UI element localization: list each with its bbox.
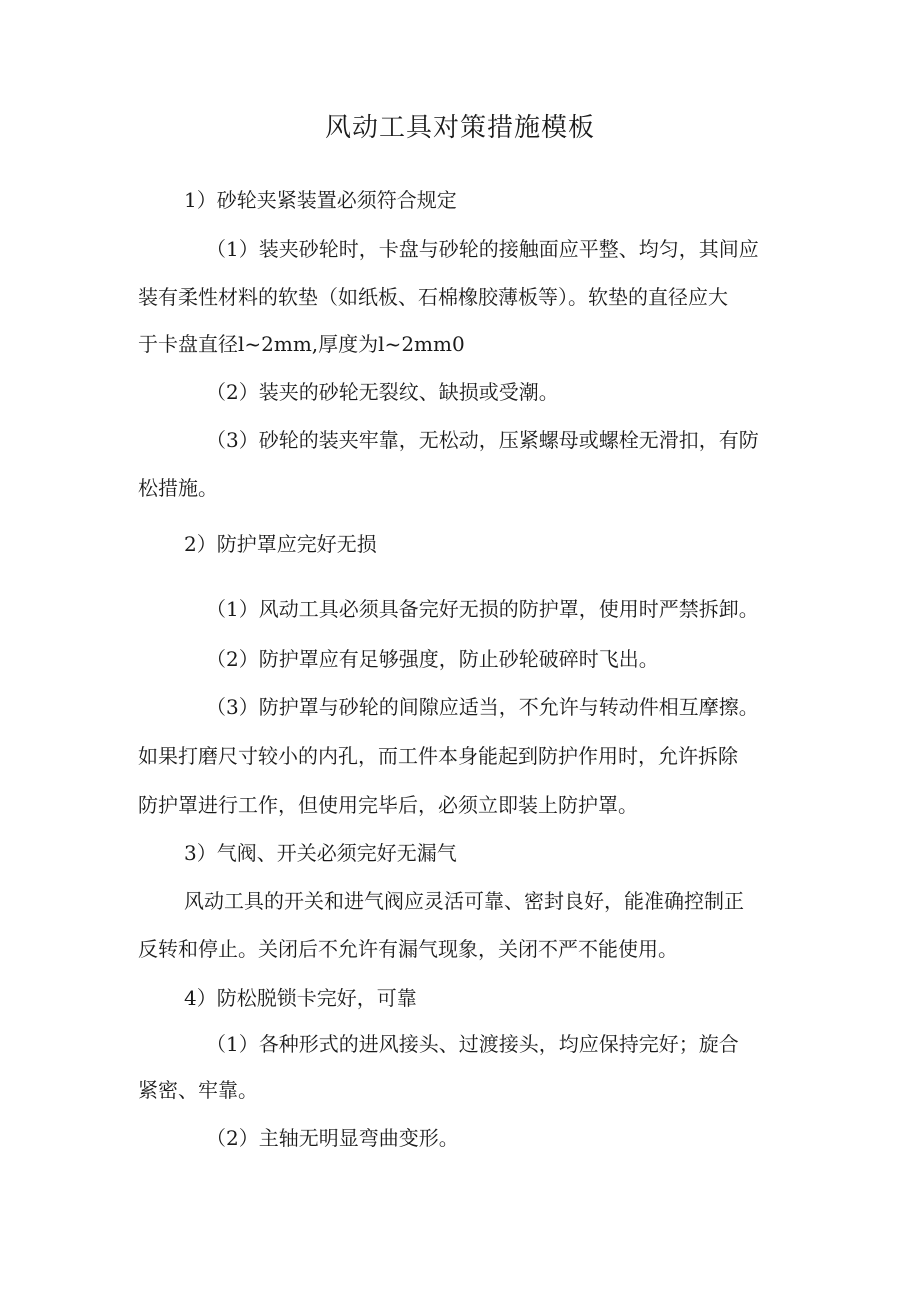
section-heading-4: 4）防松脱锁卡完好，可靠 bbox=[184, 986, 417, 1010]
paragraph-line: 如果打磨尺寸较小的内孔，而工件本身能起到防护作用时，允许拆除 bbox=[138, 744, 738, 768]
paragraph-line: （3）防护罩与砂轮的间隙应适当，不允许与转动件相互摩擦。 bbox=[206, 695, 759, 719]
paragraph-line: （1）装夹砂轮时，卡盘与砂轮的接触面应平整、均匀，其间应 bbox=[206, 237, 759, 261]
document-title: 风动工具对策措施模板 bbox=[324, 113, 595, 143]
paragraph-line: （1）各种形式的进风接头、过渡接头，均应保持完好；旋合 bbox=[206, 1032, 739, 1056]
paragraph-line: （1）风动工具必须具备完好无损的防护罩，使用时严禁拆卸。 bbox=[206, 597, 759, 621]
paragraph-line: （2）防护罩应有足够强度，防止砂轮破碎时飞出。 bbox=[206, 647, 659, 671]
paragraph-line: 松措施。 bbox=[138, 476, 218, 500]
section-heading-1: 1）砂轮夹紧装置必须符合规定 bbox=[184, 188, 457, 212]
paragraph-line: 装有柔性材料的软垫（如纸板、石棉橡胶薄板等）。软垫的直径应大 bbox=[138, 285, 728, 309]
section-heading-2: 2）防护罩应完好无损 bbox=[184, 532, 377, 556]
section-heading-3: 3）气阀、开关必须完好无漏气 bbox=[184, 841, 457, 865]
paragraph-line: （3）砂轮的装夹牢靠，无松动，压紧螺母或螺栓无滑扣，有防 bbox=[206, 428, 759, 452]
paragraph-line: （2）主轴无明显弯曲变形。 bbox=[206, 1126, 459, 1150]
paragraph-line: 反转和停止。关闭后不允许有漏气现象，关闭不严不能使用。 bbox=[138, 937, 678, 961]
paragraph-line: 于卡盘直径l~2mm,厚度为l~2mm0 bbox=[138, 332, 465, 356]
paragraph-line: （2）装夹的砂轮无裂纹、缺损或受潮。 bbox=[206, 380, 559, 404]
paragraph-line: 风动工具的开关和进气阀应灵活可靠、密封良好，能准确控制正 bbox=[184, 889, 744, 913]
paragraph-line: 防护罩进行工作，但使用完毕后，必须立即装上防护罩。 bbox=[138, 793, 638, 817]
paragraph-line: 紧密、牢靠。 bbox=[138, 1078, 258, 1102]
